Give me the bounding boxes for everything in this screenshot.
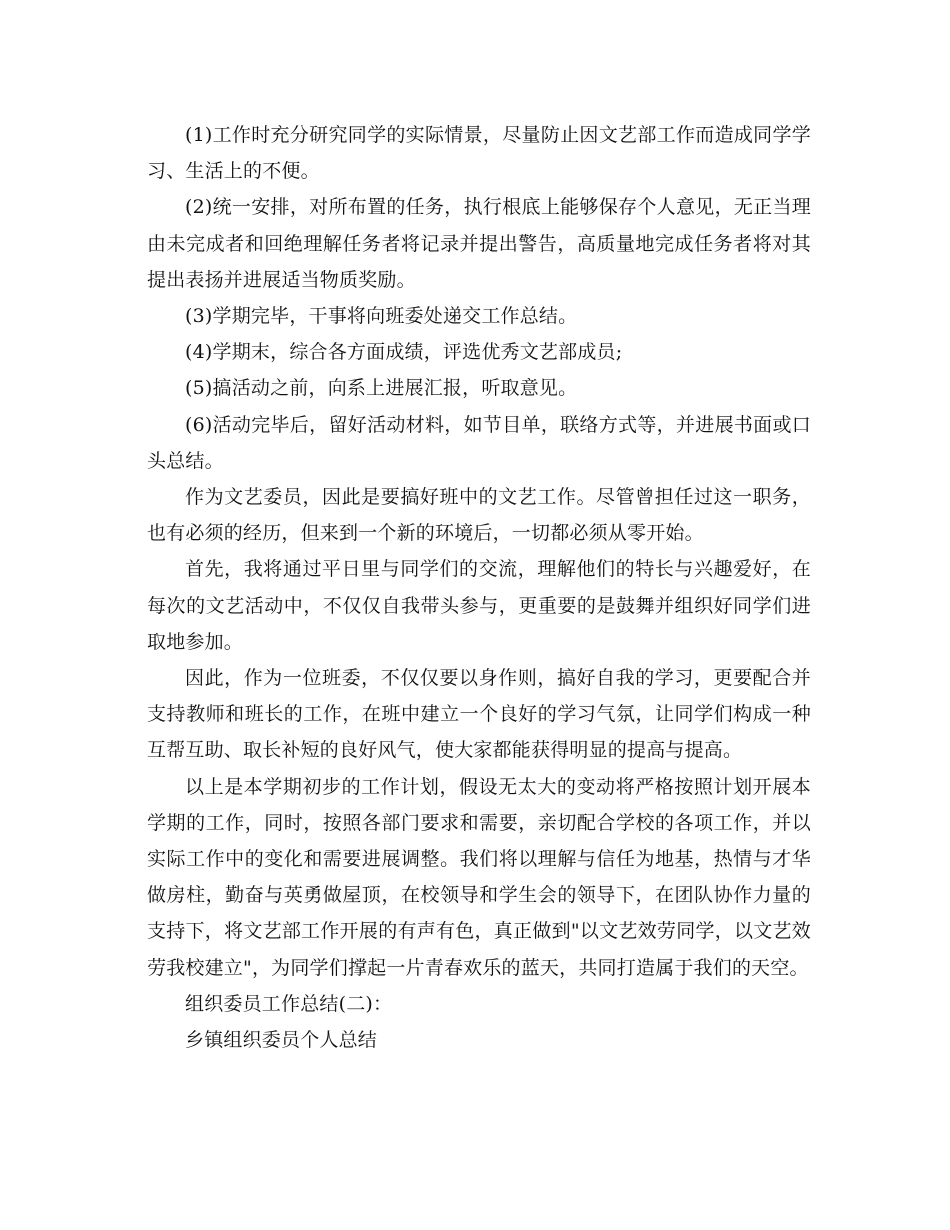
paragraph-summary-plan: 以上是本学期初步的工作计划，假设无太大的变动将严格按照计划开展本学期的工作，同时，按照各部门要求和需要，亲切配合学校的各项工作，并以实际工作中的变化和需要进展调整。我们将以理解与信任为地基，热情与才华做房柱，勤奋与英勇做屋顶，在校领导和学生会的领导下，在团队协作力量的支持下，将文艺部工作开展的有声有色，真正做到"以文艺效劳同学，以文艺效劳我校建立"，为同学们撑起一片青春欢乐的蓝天，共同打造属于我们的天空。	[147, 775, 811, 979]
paragraph-therefore: 因此，作为一位班委，不仅仅要以身作则，搞好自我的学习，更要配合并支持教师和班长的工作，在班中建立一个良好的学习气氛，让同学们构成一种互帮互助、取长补短的良好风气，使大家都能获得明显的提高与提高。	[147, 667, 811, 762]
paragraph-item-4: (4)学期末，综合各方面成绩，评选优秀文艺部成员;	[185, 341, 623, 364]
paragraph-item-5: (5)搞活动之前，向系上进展汇报，听取意见。	[185, 377, 578, 400]
paragraph-first: 首先，我将通过平日里与同学们的交流，理解他们的特长与兴趣爱好，在每次的文艺活动中，不仅仅自我带头参与，更重要的是鼓舞并组织好同学们进取地参加。	[147, 558, 811, 653]
paragraph-item-3: (3)学期完毕，干事将向班委处递交工作总结。	[185, 305, 578, 328]
paragraph-item-1: (1)工作时充分研究同学的实际情景，尽量防止因文艺部工作而造成同学学习、生活上的不便。	[147, 124, 811, 183]
section-subheading: 乡镇组织委员个人总结	[185, 1029, 378, 1052]
document-body	[147, 117, 811, 1058]
paragraph-item-6: (6)活动完毕后，留好活动材料，如节目单，联络方式等，并进展书面或口头总结。	[147, 413, 811, 472]
paragraph-arts-committee: 作为文艺委员，因此是要搞好班中的文艺工作。尽管曾担任过这一职务，也有必须的经历，但来到一个新的环境后，一切都必须从零开始。	[147, 486, 811, 545]
section-heading: 组织委员工作总结(二)：	[185, 992, 393, 1015]
paragraph-item-2: (2)统一安排，对所布置的任务，执行根底上能够保存个人意见，无正当理由未完成者和回绝理解任务者将记录并提出警告，高质量地完成任务者将对其提出表扬并进展适当物质奖励。	[147, 196, 811, 291]
